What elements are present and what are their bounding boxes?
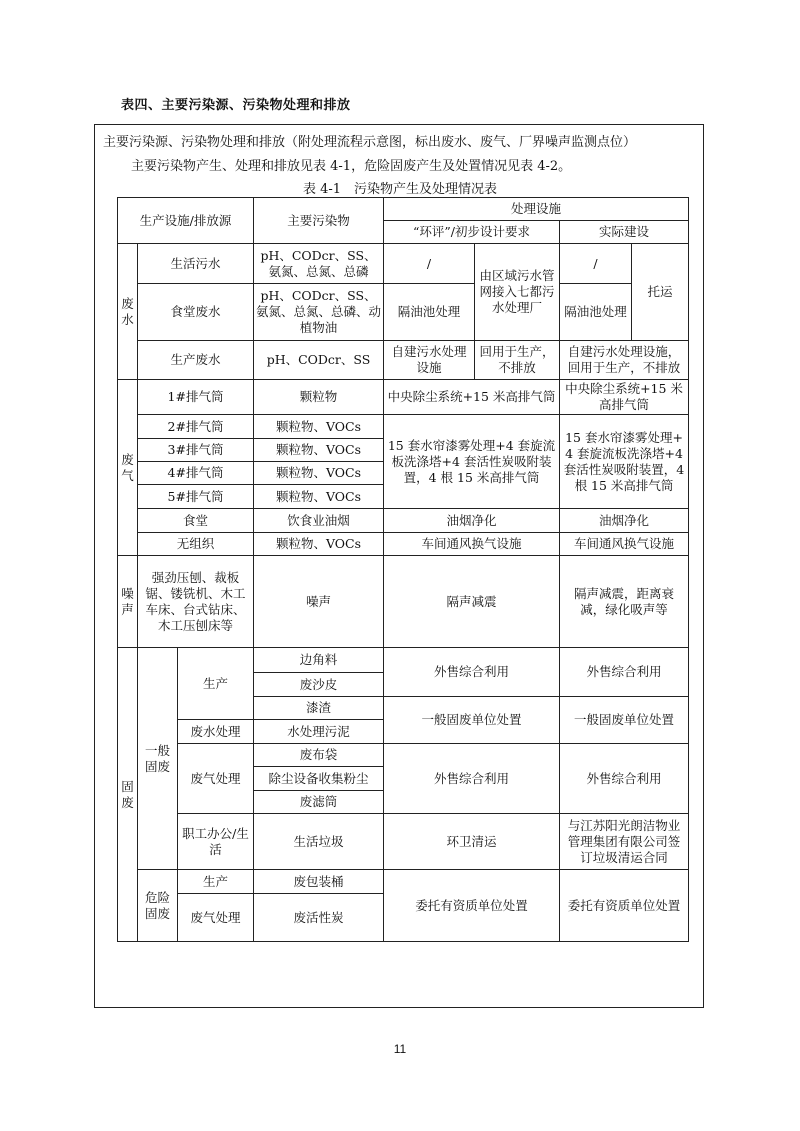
category-wastewater: 废水: [118, 244, 138, 380]
actual-production-water: 自建污水处理设施，回用于生产，不排放: [560, 341, 689, 380]
eia-production-water-a: 自建污水处理设施: [384, 341, 475, 380]
eia-stack-1: 中央除尘系统+15 米高排气筒: [384, 380, 560, 415]
source-production-water: 生产废水: [138, 341, 254, 380]
eia-sale-2: 外售综合利用: [384, 744, 560, 814]
actual-transport: 托运: [632, 244, 689, 341]
category-noise: 噪声: [118, 556, 138, 648]
actual-sale-1: 外售综合利用: [560, 648, 689, 697]
page-number: 11: [393, 1042, 407, 1056]
eia-sale-1: 外售综合利用: [384, 648, 560, 697]
solid-cloth-bag: 废布袋: [254, 744, 384, 767]
actual-canteen-water: 隔油池处理: [560, 284, 632, 341]
actual-general-disposal: 一般固废单位处置: [560, 697, 689, 744]
eia-production-water-b: 回用于生产，不排放: [475, 341, 560, 380]
solid-scrap: 边角料: [254, 648, 384, 673]
eia-sewer: 由区域污水管网接入七都污水处理厂: [475, 244, 560, 341]
solid-garbage: 生活垃圾: [254, 814, 384, 870]
actual-noise: 隔声减震，距离衰减，绿化吸声等: [560, 556, 689, 648]
pollutant-canteen-water: pH、CODcr、SS、氨氮、总氮、总磷、动植物油: [254, 284, 384, 341]
header-actual: 实际建设: [560, 221, 689, 244]
solid-hazard-production: 生产: [178, 870, 254, 894]
section-title: 表四、主要污染源、污染物处理和排放: [121, 98, 351, 113]
pollutant-table: [117, 197, 689, 942]
source-fugitive: 无组织: [138, 533, 254, 556]
source-canteen-water: 食堂废水: [138, 284, 254, 341]
pollutant-stack-2: 颗粒物、VOCs: [254, 415, 384, 439]
pollutant-stack-1: 颗粒物: [254, 380, 384, 415]
solid-general-label: 一般固废: [138, 648, 178, 870]
eia-fugitive: 车间通风换气设施: [384, 533, 560, 556]
table-caption: 表 4-1 污染物产生及处理情况表: [302, 182, 498, 197]
solid-sludge: 水处理污泥: [254, 720, 384, 744]
solid-paint-residue: 漆渣: [254, 697, 384, 720]
solid-filter: 废滤筒: [254, 791, 384, 814]
pollutant-domestic: pH、CODcr、SS、氨氮、总氮、总磷: [254, 244, 384, 284]
pollutant-noise: 噪声: [254, 556, 384, 648]
solid-dust: 除尘设备收集粉尘: [254, 767, 384, 791]
pollutant-stack-4: 颗粒物、VOCs: [254, 462, 384, 485]
eia-noise: 隔声减震: [384, 556, 560, 648]
source-stack-3: 3#排气筒: [138, 439, 254, 462]
source-stack-4: 4#排气筒: [138, 462, 254, 485]
solid-hazard-exhaust: 废气处理: [178, 894, 254, 942]
source-noise: 强劲压刨、裁板锯、镂铣机、木工车床、台式钻床、木工压刨床等: [138, 556, 254, 648]
solid-production: 生产: [178, 648, 254, 720]
source-stack-2: 2#排气筒: [138, 415, 254, 439]
solid-exhaust-treatment: 废气处理: [178, 744, 254, 814]
solid-hazard-label: 危险固废: [138, 870, 178, 942]
actual-fugitive: 车间通风换气设施: [560, 533, 689, 556]
intro-line-1: 主要污染源、污染物处理和排放（附处理流程示意图，标出废水、废气、厂界噪声监测点位）: [103, 135, 637, 150]
eia-canteen-water: 隔油池处理: [384, 284, 475, 341]
solid-office: 职工办公/生活: [178, 814, 254, 870]
intro-line-2: 主要污染物产生、处理和排放见表 4-1，危险固废产生及处置情况见表 4-2。: [131, 159, 572, 174]
actual-hazard: 委托有资质单位处置: [560, 870, 689, 942]
eia-general-disposal: 一般固废单位处置: [384, 697, 560, 744]
eia-hazard: 委托有资质单位处置: [384, 870, 560, 942]
eia-canteen-air: 油烟净化: [384, 509, 560, 533]
eia-domestic: /: [384, 244, 475, 284]
pollutant-stack-5: 颗粒物、VOCs: [254, 485, 384, 509]
source-domestic: 生活污水: [138, 244, 254, 284]
pollutant-production-water: pH、CODcr、SS: [254, 341, 384, 380]
actual-domestic: /: [560, 244, 632, 284]
actual-stack-group: 15 套水帘漆雾处理+4 套旋流板洗涤塔+4 套活性炭吸附装置，4 根 15 米高排气筒: [560, 415, 689, 509]
source-canteen-air: 食堂: [138, 509, 254, 533]
pollutant-stack-3: 颗粒物、VOCs: [254, 439, 384, 462]
solid-wastewater-treatment: 废水处理: [178, 720, 254, 744]
actual-canteen-air: 油烟净化: [560, 509, 689, 533]
category-exhaust: 废气: [118, 380, 138, 556]
solid-carbon: 废活性炭: [254, 894, 384, 942]
header-eia: “环评”/初步设计要求: [384, 221, 560, 244]
eia-garbage: 环卫清运: [384, 814, 560, 870]
source-stack-1: 1#排气筒: [138, 380, 254, 415]
pollutant-canteen-air: 饮食业油烟: [254, 509, 384, 533]
header-pollutant: 主要污染物: [254, 198, 384, 244]
header-source: 生产设施/排放源: [118, 198, 254, 244]
solid-packaging: 废包装桶: [254, 870, 384, 894]
source-stack-5: 5#排气筒: [138, 485, 254, 509]
eia-stack-group: 15 套水帘漆雾处理+4 套旋流板洗涤塔+4 套活性炭吸附装置，4 根 15 米高排气筒: [384, 415, 560, 509]
solid-sandpaper: 废沙皮: [254, 673, 384, 697]
header-facility: 处理设施: [384, 198, 689, 221]
actual-garbage: 与江苏阳光朗洁物业管理集团有限公司签订垃圾清运合同: [560, 814, 689, 870]
category-solid: 固废: [118, 648, 138, 942]
pollutant-fugitive: 颗粒物、VOCs: [254, 533, 384, 556]
actual-stack-1: 中央除尘系统+15 米高排气筒: [560, 380, 689, 415]
actual-sale-2: 外售综合利用: [560, 744, 689, 814]
